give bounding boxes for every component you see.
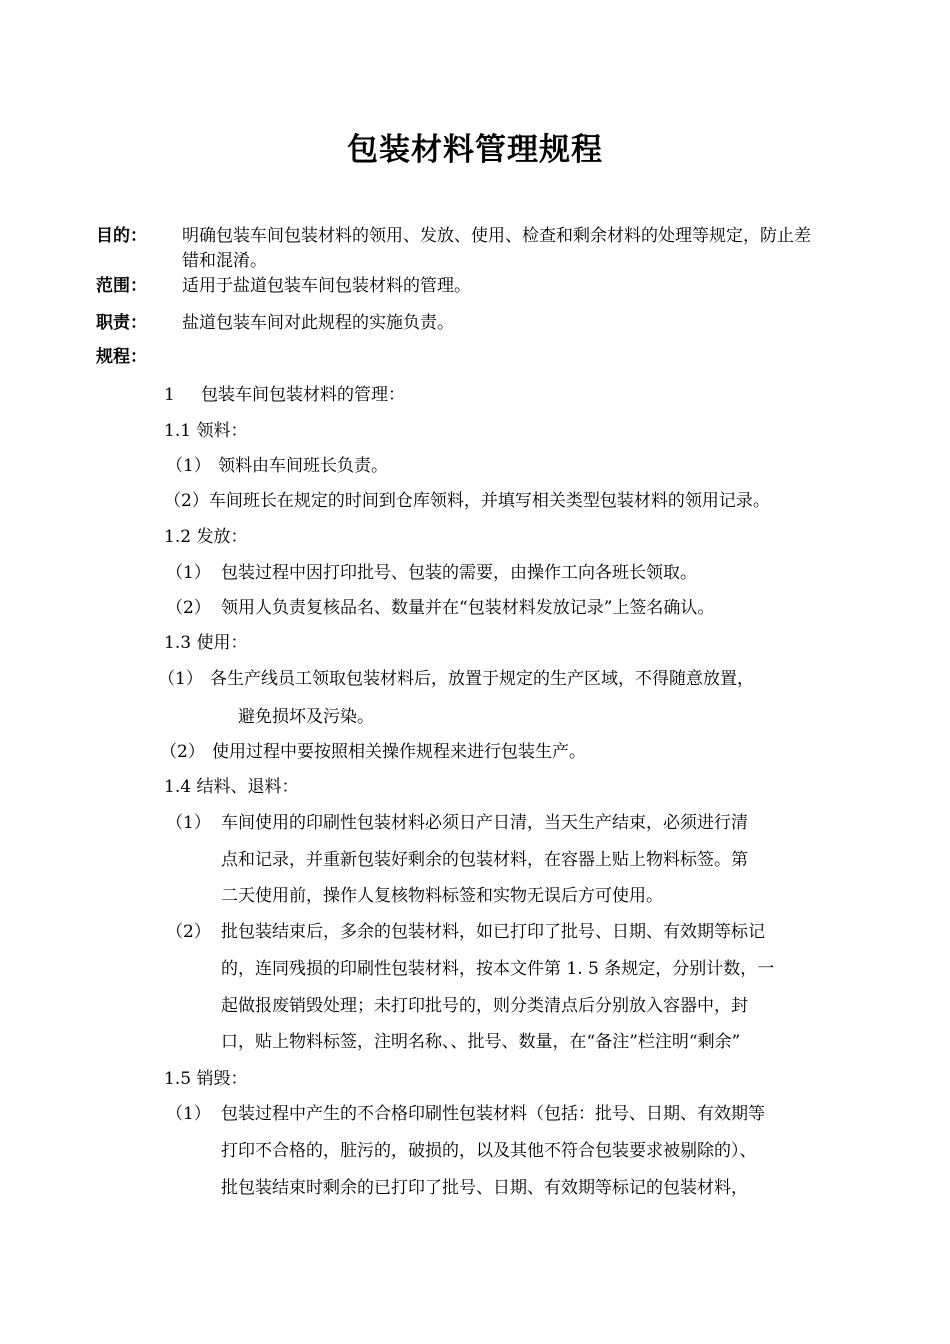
section-1-3-item1-line2: 避免损坏及污染。	[238, 707, 374, 727]
section-1-4-item2-line1: 批包装结束后，多余的包装材料，如已打印了批号、日期、有效期等标记	[221, 922, 765, 942]
section-1-2-heading: 1.2 发放：	[164, 527, 248, 547]
section-1-4-item1-number: （1）	[166, 813, 211, 833]
section-1-1-heading: 1.1 领料：	[164, 421, 248, 441]
section-1-2-item2-text: 领用人负责复核品名、数量并在“包装材料发放记录”上签名确认。	[221, 598, 715, 618]
section-1-4-item2-line2: 的，连同残损的印刷性包装材料，按本文件第 1. 5 条规定，分别计数，一	[221, 959, 775, 979]
section-1-2-item1-text: 包装过程中因打印批号、包装的需要，由操作工向各班长领取。	[221, 563, 697, 583]
section-1-1-item1-number: （1）	[166, 456, 211, 476]
section-1-4-item1-line2: 点和记录，并重新包装好剩余的包装材料，在容器上贴上物料标签。第	[221, 850, 748, 870]
section-1-3-item1-number: （1）	[158, 669, 203, 689]
section-1-2-item2-number: （2）	[166, 598, 211, 618]
section-1-4-item1-line1: 车间使用的印刷性包装材料必须日产日清，当天生产结束，必须进行清	[221, 813, 748, 833]
section-1-5-item1-line2: 打印不合格的，脏污的，破损的，以及其他不符合包装要求被剔除的）、	[221, 1141, 757, 1161]
section-1-3-heading: 1.3 使用：	[164, 633, 248, 653]
purpose-text-line1: 明确包装车间包装材料的领用、发放、使用、检查和剩余材料的处理等规定，防止差	[182, 226, 811, 246]
duty-text: 盐道包装车间对此规程的实施负责。	[182, 313, 454, 333]
section-1-5-item1-line3: 批包装结束时剩余的已打印了批号、日期、有效期等标记的包装材料，	[221, 1178, 748, 1198]
section-1-1-item2-text: （2）车间班长在规定的时间到仓库领料，并填写相关类型包装材料的领用记录。	[164, 491, 770, 511]
section-1-number: 1	[164, 385, 175, 405]
section-1-3-item1-line1: 各生产线员工领取包装材料后，放置于规定的生产区域，不得随意放置，	[210, 669, 754, 689]
section-1-4-heading: 1.4 结料、退料：	[164, 777, 299, 797]
scope-label: 范围：	[96, 276, 147, 296]
duty-label: 职责：	[96, 313, 147, 333]
section-1-4-item2-line3: 起做报废销毁处理；未打印批号的，则分类清点后分别放入容器中，封	[221, 996, 748, 1016]
section-1-4-item2-number: （2）	[166, 922, 211, 942]
section-1-3-item2-number: （2）	[160, 742, 205, 762]
section-1-3-item2-text: 使用过程中要按照相关操作规程来进行包装生产。	[212, 742, 586, 762]
section-1-5-item1-line1: 包装过程中产生的不合格印刷性包装材料（包括：批号、日期、有效期等	[221, 1104, 765, 1124]
section-1-2-item1-number: （1）	[166, 563, 211, 583]
purpose-text-line2: 错和混淆。	[182, 251, 267, 271]
section-1-5-item1-number: （1）	[166, 1104, 211, 1124]
section-1-1-item1-text: 领料由车间班长负责。	[218, 456, 388, 476]
procedure-label: 规程：	[96, 347, 147, 367]
scope-text: 适用于盐道包装车间包装材料的管理。	[182, 276, 471, 296]
section-1-5-heading: 1.5 销毁：	[164, 1069, 248, 1089]
document-title: 包装材料管理规程	[347, 132, 603, 168]
section-1-4-item1-line3: 二天使用前，操作人复核物料标签和实物无误后方可使用。	[221, 886, 663, 906]
section-1-heading: 包装车间包装材料的管理：	[201, 385, 405, 405]
purpose-label: 目的：	[96, 226, 147, 246]
section-1-4-item2-line4: 口，贴上物料标签，注明名称、、批号、数量，在“备注”栏注明“剩余”	[221, 1032, 741, 1052]
